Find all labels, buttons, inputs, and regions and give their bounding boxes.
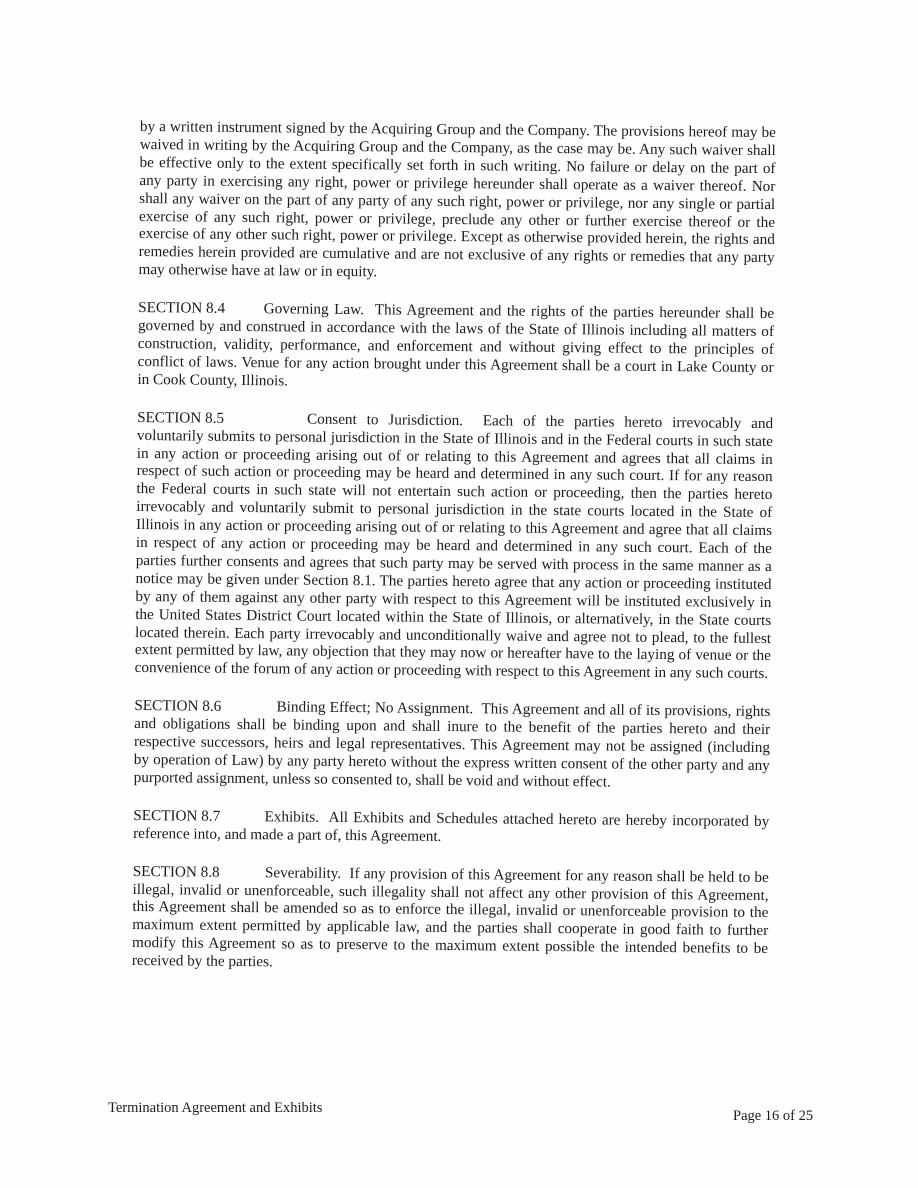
section-8-5 bbox=[135, 409, 774, 684]
footer-page-number: Page 16 of 25 bbox=[733, 1108, 814, 1124]
section-title: Governing Law. bbox=[263, 300, 365, 319]
section-number: SECTION 8.5 bbox=[137, 408, 225, 427]
document-body bbox=[132, 118, 776, 996]
section-8-7 bbox=[133, 807, 769, 849]
section-title: Consent to Jurisdiction. bbox=[306, 410, 464, 429]
section-8-6 bbox=[134, 697, 771, 793]
section-8-4 bbox=[137, 299, 774, 395]
section-8-8 bbox=[132, 863, 769, 977]
footer-document-title: Termination Agreement and Exhibits bbox=[108, 1100, 323, 1116]
section-title: Binding Effect; No Assignment. bbox=[276, 698, 474, 718]
section-number: SECTION 8.6 bbox=[134, 697, 222, 716]
section-body: If any provision of this Agreement for any reason shall be held to be illegal, invalid or unenforceable, such illegality shall not affect any other provision of this Agreement, this Agreement shall be amended so as to enforce the illegal, invalid or unenforceable provision to the maximum extent permitted by applicable law, and the parties shall cooperate in good faith to further modify this Agreement so as to preserve to the maximum extent possible the intended benefits to be received by the parties. bbox=[131, 864, 769, 971]
section-number: SECTION 8.8 bbox=[132, 862, 220, 881]
section-number: SECTION 8.7 bbox=[133, 806, 221, 825]
section-title: Severability. bbox=[264, 863, 342, 882]
continued-paragraph: by a written instrument signed by the Acquiring Group and the Company. The provisions hereof may be waived in writing by the Acquiring Group and the Company, as the case may be. Any such waiver shall be effective only to the extent specifically set forth in such writing. No failure or delay on the part of any party in exercising any right, power or privilege hereunder shall operate as a waiver thereof. Nor shall any waiver on the part of any party of any such right, power or privilege, nor any single or partial exercise of any such right, power or privilege, preclude any other or further exercise thereof or the exercise of any other such right, power or privilege. Except as otherwise provided herein, the rights and remedies herein provided are cumulative and are not exclusive of any rights or remedies that any party may otherwise have at law or in equity. bbox=[138, 118, 776, 281]
section-body: This Agreement and all of its provisions, rights and obligations shall be binding upon and shall inure to the benefit of the parties hereto and their respective successors, heirs and legal representatives. This Agreement may not be assigned (including by operation of Law) by any party hereto without the express written consent of the other party and any purported assignment, unless so consented to, shall be void and without effect. bbox=[133, 700, 771, 791]
section-body: All Exhibits and Schedules attached hereto are hereby incorporated by reference into, and made a part of, this Agreement. bbox=[133, 808, 770, 845]
section-body: Each of the parties hereto irrevocably and voluntarily submits to personal jurisdiction in the State of Illinois and in the Federal courts in such state in any action or proceeding arising out of or relating to this Agreement and agrees that all claims in respect of such action or proceeding may be heard and determined in any such court. If for any reason the Federal courts in such state will not entertain such action or proceeding, then the parties hereto irrevocably and voluntarily submit to personal jurisdiction in the state courts located in the State of Illinois in any action or proceeding arising out of or relating to this Agreement and agree that all claims in respect of any action or proceeding may be heard and determined in any such court. Each of the parties further consents and agrees that such party may be served with process in the same manner as a notice may be given under Section 8.1. The parties hereto agree that any action or proceeding instituted by any of them against any other party with respect to this Agreement will be instituted exclusively in the United States District Court located within the State of Illinois, or alternatively, in the State courts located therein. Each party irrevocably and unconditionally waive and agree not to plead, to the fullest extent permitted by law, any objection that they may now or hereafter have to the laying of venue or the convenience of the forum of any action or proceeding with respect to this Agreement in any such courts. bbox=[134, 411, 774, 683]
section-title: Exhibits. bbox=[264, 808, 320, 826]
section-number: SECTION 8.4 bbox=[138, 299, 226, 317]
section-body: This Agreement and the rights of the parties hereunder shall be governed by and construed in accordance with the laws of the State of Illinois including all matters of construction, validity, performance, and enforcement and without giving effect to the principles of conflict of laws. Venue for any action brought under this Agreement shall be a court in Lake County or in Cook County, Illinois. bbox=[137, 301, 775, 390]
